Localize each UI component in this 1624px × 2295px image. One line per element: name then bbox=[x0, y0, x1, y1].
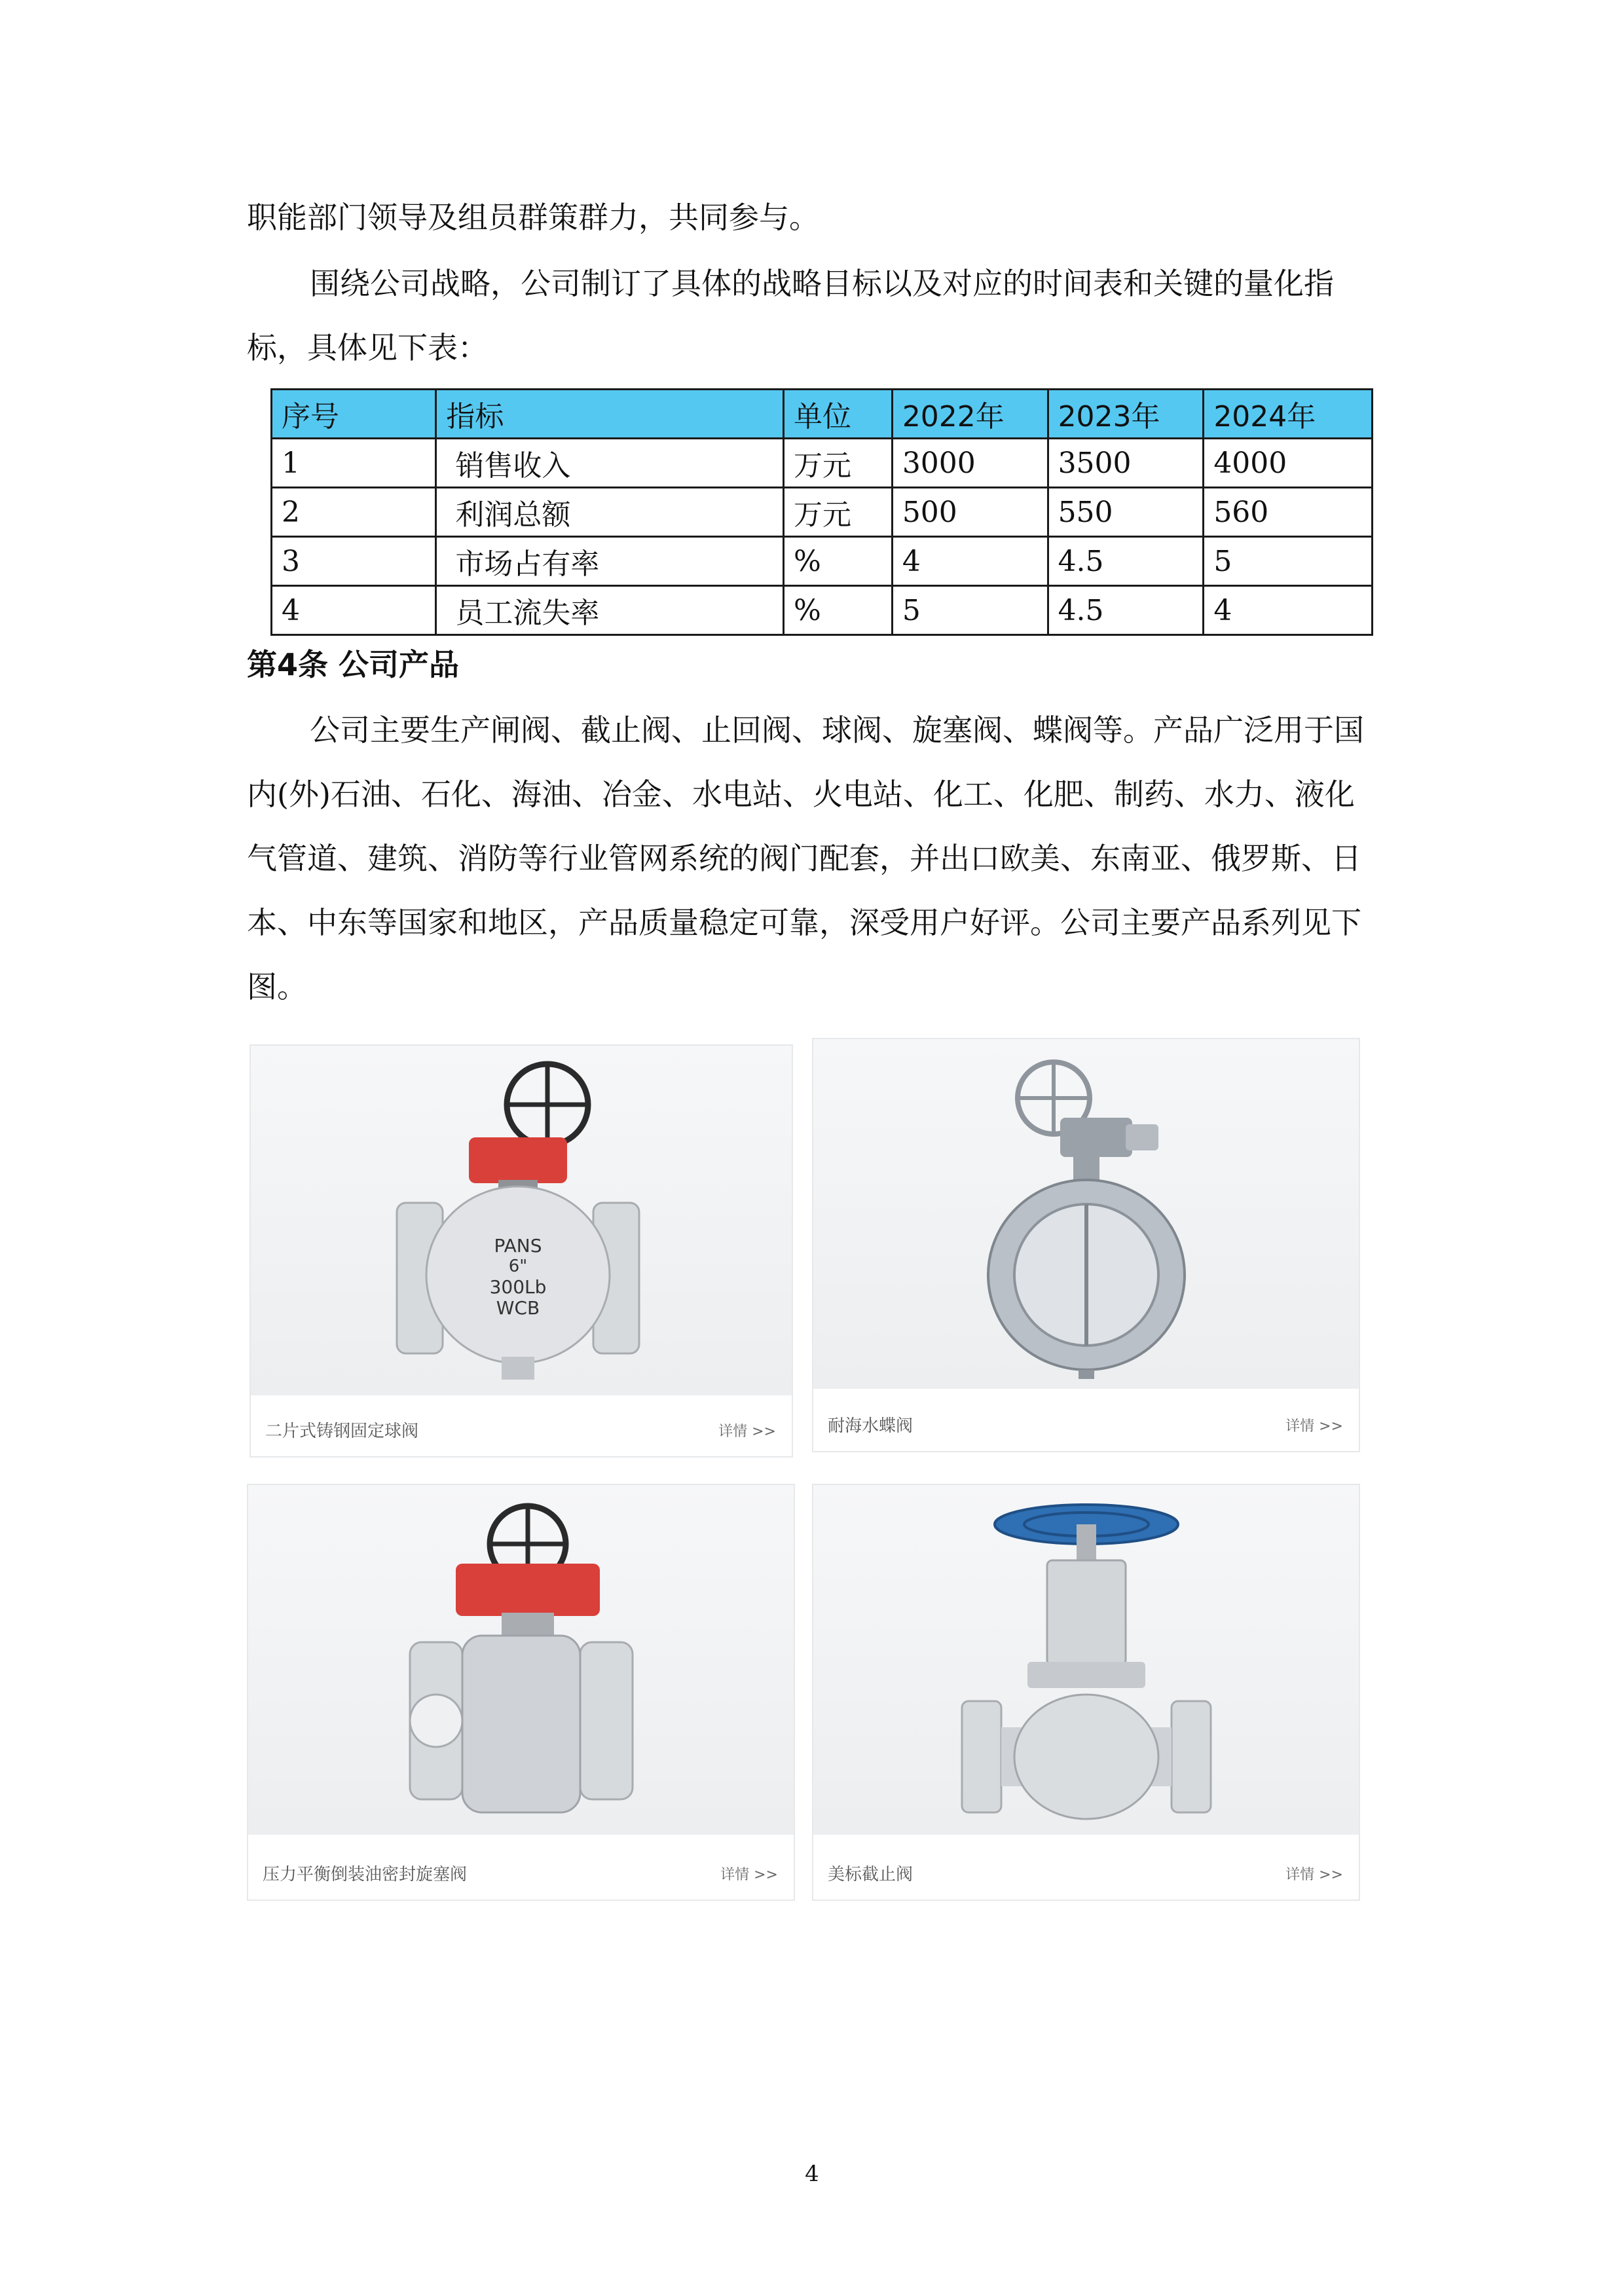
product-image bbox=[813, 1485, 1359, 1835]
product-caption: 美标截止阀 bbox=[828, 1865, 913, 1884]
cell-2022: 5 bbox=[892, 586, 1048, 635]
plug-valve-illustration bbox=[397, 1498, 646, 1826]
cell-2024: 5 bbox=[1204, 537, 1373, 586]
butterfly-valve-illustration bbox=[962, 1052, 1211, 1380]
cell-index: 1 bbox=[272, 439, 436, 488]
product-image bbox=[248, 1485, 794, 1835]
cell-2022: 4 bbox=[892, 537, 1048, 586]
cell-index: 2 bbox=[272, 488, 436, 537]
product-image bbox=[813, 1039, 1359, 1389]
cell-2022: 500 bbox=[892, 488, 1048, 537]
cell-2023: 3500 bbox=[1048, 439, 1204, 488]
cell-unit: % bbox=[784, 537, 893, 586]
header-2023: 2023年 bbox=[1048, 390, 1204, 439]
product-caption: 压力平衡倒装油密封旋塞阀 bbox=[263, 1865, 468, 1884]
product-image bbox=[251, 1046, 792, 1395]
details-link[interactable]: 详情 >> bbox=[718, 1423, 776, 1440]
valve-marking: 300Lb bbox=[489, 1276, 547, 1298]
product-card-ball-valve[interactable] bbox=[249, 1044, 793, 1458]
header-metric: 指标 bbox=[436, 390, 784, 439]
table-row bbox=[272, 586, 1373, 635]
valve-marking: WCB bbox=[496, 1297, 540, 1319]
details-link[interactable]: 详情 >> bbox=[720, 1867, 778, 1883]
section-heading: 第4条 公司产品 bbox=[247, 647, 460, 682]
product-card-globe-valve[interactable] bbox=[812, 1484, 1360, 1901]
cell-2024: 4000 bbox=[1204, 439, 1373, 488]
products-paragraph: 公司主要生产闸阀、截止阀、止回阀、球阀、旋塞阀、蝶阀等。产品广泛用于国内(外)石油、石化、海油、冶金、水电站、火电站、化工、化肥、制药、水力、液化气管道、建筑、消防等行业管网系统的阀门配套，并出口欧美、东南亚、俄罗斯、日本、中东等国家和地区，产品质量稳定可靠，深受用户好评。公司主要产品系列见下图。 bbox=[247, 712, 1364, 1004]
header-unit: 单位 bbox=[784, 390, 893, 439]
cell-index: 3 bbox=[272, 537, 436, 586]
header-2024: 2024年 bbox=[1204, 390, 1373, 439]
cell-2024: 4 bbox=[1204, 586, 1373, 635]
product-caption: 耐海水蝶阀 bbox=[828, 1416, 913, 1436]
header-index: 序号 bbox=[272, 390, 436, 439]
cell-2023: 550 bbox=[1048, 488, 1204, 537]
page-number: 4 bbox=[805, 2161, 819, 2187]
header-2022: 2022年 bbox=[892, 390, 1048, 439]
table-header-row bbox=[272, 390, 1373, 439]
valve-marking: 6" bbox=[508, 1257, 528, 1276]
product-caption: 二片式铸钢固定球阀 bbox=[265, 1422, 419, 1441]
details-link[interactable]: 详情 >> bbox=[1285, 1867, 1343, 1883]
table-row bbox=[272, 488, 1373, 537]
product-card-butterfly-valve[interactable] bbox=[812, 1038, 1360, 1452]
valve-marking: PANS bbox=[494, 1235, 542, 1257]
cell-2023: 4.5 bbox=[1048, 537, 1204, 586]
cell-unit: 万元 bbox=[784, 488, 893, 537]
table-row bbox=[272, 439, 1373, 488]
ball-valve-illustration bbox=[384, 1059, 659, 1386]
cell-metric: 员工流失率 bbox=[436, 586, 784, 635]
table-row bbox=[272, 537, 1373, 586]
cell-2022: 3000 bbox=[892, 439, 1048, 488]
product-card-plug-valve[interactable] bbox=[247, 1484, 795, 1901]
intro-line: 职能部门领导及组员群策群力，共同参与。 bbox=[247, 200, 819, 235]
cell-unit: % bbox=[784, 586, 893, 635]
cell-unit: 万元 bbox=[784, 439, 893, 488]
cell-index: 4 bbox=[272, 586, 436, 635]
strategy-paragraph: 围绕公司战略，公司制订了具体的战略目标以及对应的时间表和关键的量化指标，具体见下表： bbox=[247, 266, 1334, 365]
cell-2024: 560 bbox=[1204, 488, 1373, 537]
strategy-targets-table bbox=[270, 388, 1373, 636]
cell-2023: 4.5 bbox=[1048, 586, 1204, 635]
details-link[interactable]: 详情 >> bbox=[1285, 1418, 1343, 1435]
globe-valve-illustration bbox=[949, 1498, 1224, 1826]
cell-metric: 利润总额 bbox=[436, 488, 784, 537]
cell-metric: 市场占有率 bbox=[436, 537, 784, 586]
cell-metric: 销售收入 bbox=[436, 439, 784, 488]
